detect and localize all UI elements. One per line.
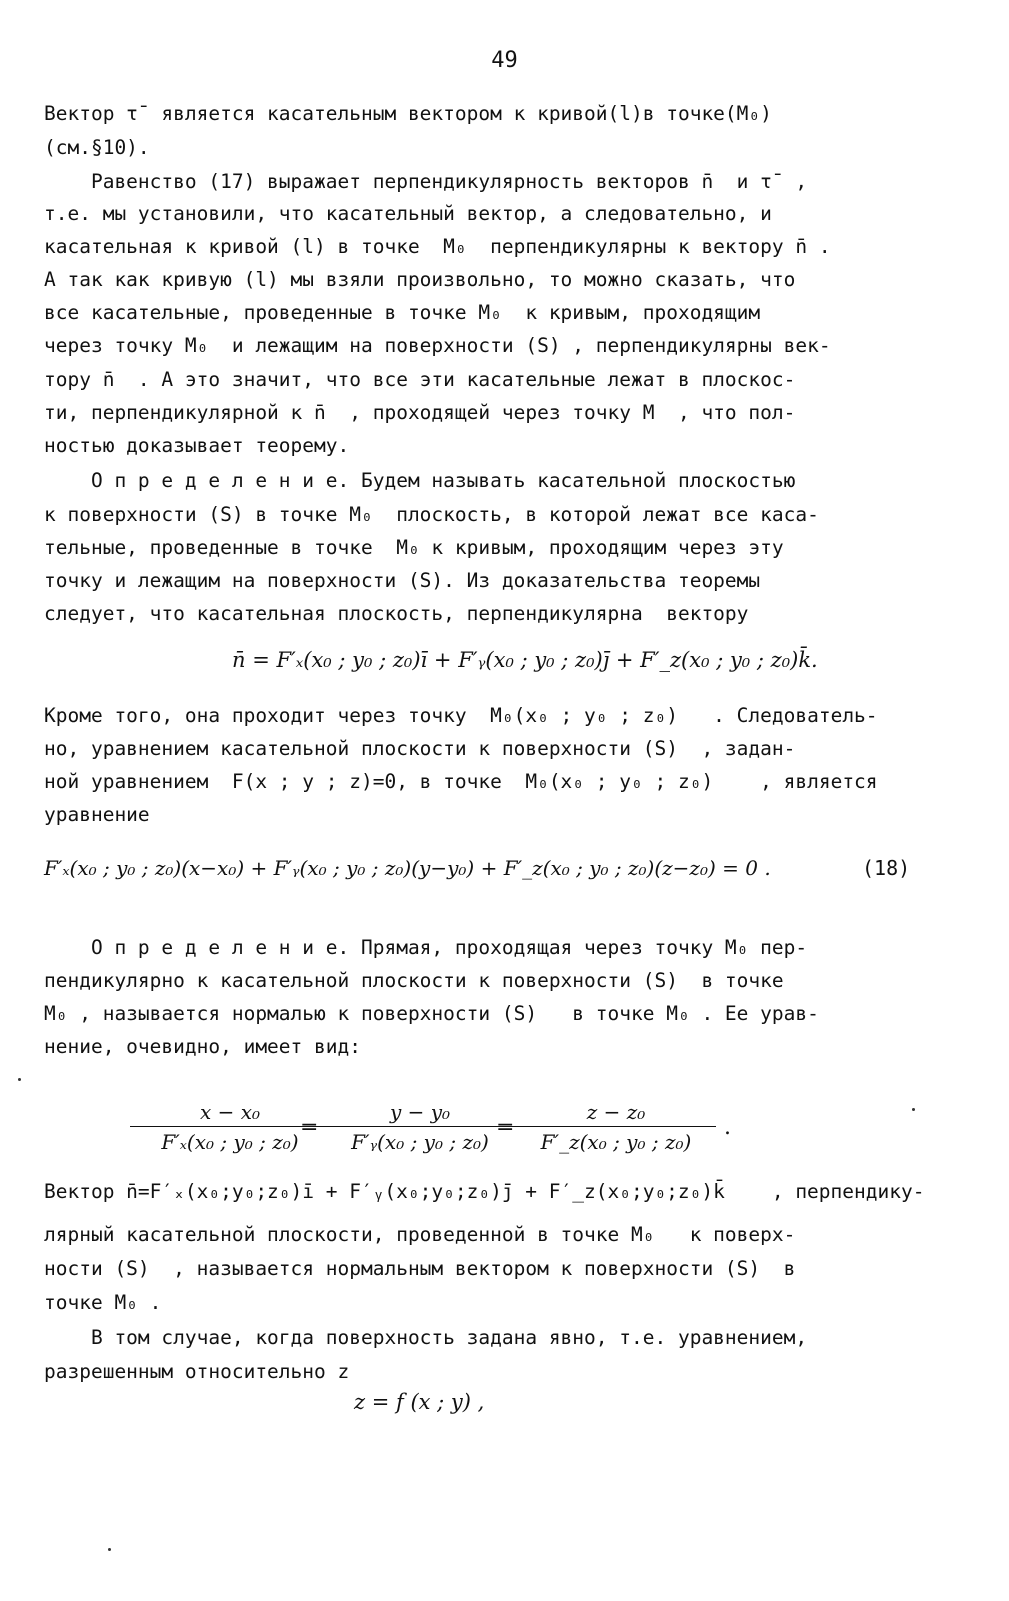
fraction-denominator: F′_z(x₀ ; y₀ ; z₀) xyxy=(540,1130,692,1154)
tangent-plane-equation: F′ₓ(x₀ ; y₀ ; z₀)(x−x₀) + F′ᵧ(x₀ ; y₀ ; z₀)(y−y₀) + F′_z(x₀ ; y₀ ; z₀)(z−z₀) = 0 . xyxy=(44,856,771,880)
text-line: через точку M₀ и лежащим на поверхности (S) , перпендикулярны век- xyxy=(44,334,831,357)
equation-number: (18) xyxy=(862,856,911,880)
text-line: нение, очевидно, имеет вид: xyxy=(44,1035,361,1058)
text-line: ностью доказывает теорему. xyxy=(44,434,350,457)
text-line: Вектор n̄=F′ₓ(x₀;y₀;z₀)ī + F′ᵧ(x₀;y₀;z₀)j̄ + F′_z(x₀;y₀;z₀)k̄ , перпендику- xyxy=(44,1180,925,1203)
text-line: пендикулярно к касательной плоскости к поверхности (S) в точке xyxy=(44,969,784,992)
fraction-denominator: F′ᵧ(x₀ ; y₀ ; z₀) xyxy=(351,1130,489,1154)
text-line: уравнение xyxy=(44,803,150,826)
period: . xyxy=(724,1115,731,1140)
text-line: Вектор τ̄ является касательным вектором к кривой(l)в точке(M₀) xyxy=(44,102,772,125)
text-line: ной уравнением F(x ; y ; z)=0, в точке M₀(x₀ ; y₀ ; z₀) , является xyxy=(44,770,878,793)
text-line: (см.§10). xyxy=(44,136,150,159)
fraction-z xyxy=(516,1098,716,1157)
fraction-numerator: z − z₀ xyxy=(516,1098,716,1127)
text-line: все касательные, проведенные в точке M₀ к кривым, проходящим xyxy=(44,301,761,324)
fraction-numerator: y − y₀ xyxy=(320,1098,520,1127)
fraction-y xyxy=(320,1098,520,1157)
text-line: ности (S) , называется нормальным вектором к поверхности (S) в xyxy=(44,1257,796,1280)
text-line: M₀ , называется нормалью к поверхности (S) в точке M₀ . Ее урав- xyxy=(44,1002,819,1025)
scan-speck xyxy=(912,1108,915,1111)
text-line: тельные, проведенные в точке M₀ к кривым, проходящим через эту xyxy=(44,536,784,559)
text-line: точку и лежащим на поверхности (S). Из доказательства теоремы xyxy=(44,569,761,592)
explicit-surface-equation: z = f (x ; y) , xyxy=(354,1390,485,1414)
text-line: разрешенным относительно z xyxy=(44,1360,350,1383)
page-number: 49 xyxy=(491,48,518,73)
fraction-numerator: x − x₀ xyxy=(130,1098,330,1127)
equals-sign: = xyxy=(496,1115,515,1140)
text-line: тору n̄ . А это значит, что все эти касательные лежат в плоскос- xyxy=(44,368,796,391)
normal-vector-equation: n̄ = F′ₓ(x₀ ; y₀ ; z₀)ī + F′ᵧ(x₀ ; y₀ ; z₀)j̄ + F′_z(x₀ ; y₀ ; z₀)k̄. xyxy=(232,648,818,672)
text-line: О п р е д е л е н и е. Будем называть касательной плоскостью xyxy=(44,469,796,492)
text-line: т.е. мы установили, что касательный вектор, а следовательно, и xyxy=(44,202,772,225)
text-line: ти, перпендикулярной к n̄ , проходящей через точку M , что пол- xyxy=(44,401,796,424)
text-line: следует, что касательная плоскость, перпендикулярна вектору xyxy=(44,602,749,625)
fraction-denominator: F′ₓ(x₀ ; y₀ ; z₀) xyxy=(161,1130,299,1154)
text-line: точке M₀ . xyxy=(44,1291,162,1314)
text-line: В том случае, когда поверхность задана явно, т.е. уравнением, xyxy=(44,1326,808,1349)
text-line: но, уравнением касательной плоскости к поверхности (S) , задан- xyxy=(44,737,796,760)
scan-speck xyxy=(18,1078,21,1081)
text-line: лярный касательной плоскости, проведенной в точке M₀ к поверх- xyxy=(44,1223,796,1246)
scan-speck xyxy=(108,1548,111,1551)
text-line: Равенство (17) выражает перпендикулярность векторов n̄ и τ̄ , xyxy=(44,170,808,193)
text-line: О п р е д е л е н и е. Прямая, проходящая через точку M₀ пер- xyxy=(44,936,808,959)
text-line: А так как кривую (l) мы взяли произвольно, то можно сказать, что xyxy=(44,268,796,291)
text-line: касательная к кривой (l) в точке M₀ перпендикулярны к вектору n̄ . xyxy=(44,235,831,258)
equals-sign: = xyxy=(300,1115,319,1140)
text-line: Кроме того, она проходит через точку M₀(x₀ ; y₀ ; z₀) . Следователь- xyxy=(44,704,878,727)
text-line: к поверхности (S) в точке M₀ плоскость, в которой лежат все каса- xyxy=(44,503,819,526)
